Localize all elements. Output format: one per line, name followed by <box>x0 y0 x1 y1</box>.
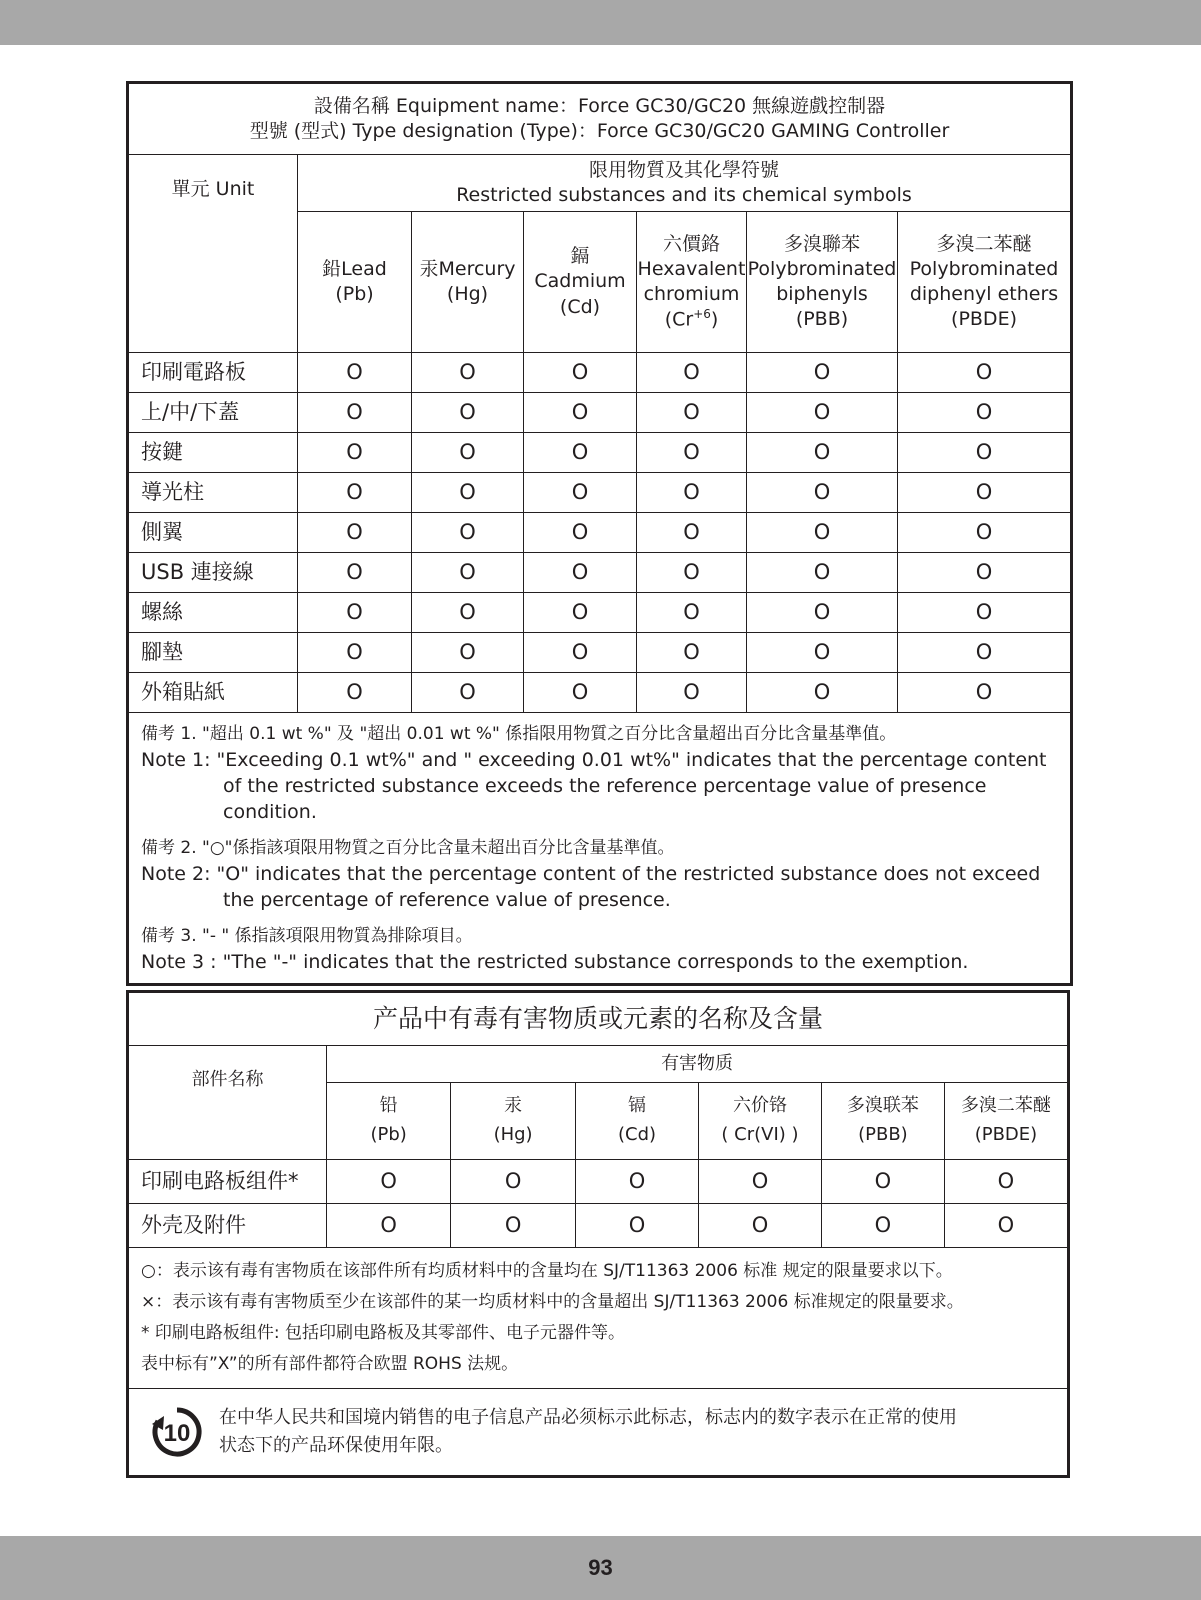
table-row <box>128 473 1072 513</box>
table-row <box>128 393 1072 433</box>
substance-header <box>637 212 747 353</box>
substance-status-cell: O <box>412 433 524 473</box>
substance-status-cell: O <box>298 633 412 673</box>
page-number: 93 <box>588 1555 613 1580</box>
part-name-cell: 導光柱 <box>128 473 298 513</box>
substance-status-cell: O <box>298 433 412 473</box>
substance-header: 铅 (Pb) <box>327 1083 451 1160</box>
substance-status-cell: O <box>298 673 412 713</box>
table-row <box>128 1204 1069 1248</box>
substance-status-cell: O <box>898 473 1072 513</box>
part-name-cell: 外箱貼紙 <box>128 673 298 713</box>
substance-header <box>298 212 412 353</box>
substance-header: 多溴二苯醚 (PBDE) <box>944 1083 1068 1160</box>
table-row <box>128 1160 1069 1204</box>
substance-status-cell: O <box>524 433 637 473</box>
substance-status-cell: O <box>524 553 637 593</box>
substance-status-cell: O <box>898 553 1072 593</box>
part-name-cell: 側翼 <box>128 513 298 553</box>
substance-status-cell: O <box>576 1204 699 1248</box>
note-cross: ×：表示该有毒有害物质至少在该部件的某一均质材料中的含量超出 SJ/T11363 2006 标准规定的限量要求。 <box>141 1292 964 1312</box>
substance-status-cell: O <box>412 393 524 433</box>
substance-status-cell: O <box>898 593 1072 633</box>
substance-status-cell: O <box>451 1160 576 1204</box>
note-2 <box>141 835 1058 913</box>
table-row <box>128 353 1072 393</box>
substance-name: 汞Mercury <box>419 257 516 280</box>
substance-status-cell: O <box>298 513 412 553</box>
rohs-declaration-table-tw <box>126 81 1073 986</box>
hazard-notes <box>128 1248 1069 1389</box>
substance-status-cell: O <box>524 473 637 513</box>
substance-status-cell: O <box>898 673 1072 713</box>
substance-status-cell: O <box>747 593 898 633</box>
part-name-cell: 上/中/下蓋 <box>128 393 298 433</box>
substance-status-cell: O <box>747 553 898 593</box>
substance-symbol: (Hg) <box>446 283 489 305</box>
substance-status-cell: O <box>298 473 412 513</box>
table-row <box>128 593 1072 633</box>
substance-status-cell: O <box>747 473 898 513</box>
substance-header <box>747 212 898 353</box>
substance-name-cn: 鎘 <box>570 245 590 268</box>
substance-status-cell: O <box>298 593 412 633</box>
substance-status-cell: O <box>637 633 747 673</box>
part-name-header: 部件名称 <box>128 1046 327 1160</box>
substance-name-cn: 六價鉻 <box>662 232 720 255</box>
substance-status-cell: O <box>699 1160 822 1204</box>
substance-status-cell: O <box>637 393 747 433</box>
substance-header: 多溴联苯 (PBB) <box>821 1083 944 1160</box>
efup-text: 在中华人民共和国境内销售的电子信息产品必须标示此标志，标志内的数字表示在正常的使用 状态下的产品环保使用年限。 <box>219 1407 957 1456</box>
part-name-cell: 按鍵 <box>128 433 298 473</box>
substance-name-cn: 多溴聯苯 <box>783 232 860 255</box>
type-designation: 型號 (型式) Type designation (Type)：Force GC30/GC20 GAMING Controller <box>249 120 950 142</box>
substance-status-cell: O <box>637 553 747 593</box>
substance-status-cell: O <box>412 593 524 633</box>
substance-status-cell: O <box>298 353 412 393</box>
substance-header <box>898 212 1072 353</box>
substance-status-cell: O <box>944 1204 1068 1248</box>
substance-header: 镉 (Cd) <box>576 1083 699 1160</box>
substance-name: Polybrominated <box>747 257 897 280</box>
substance-symbol: (Pb) <box>335 283 374 305</box>
substance-status-cell: O <box>412 513 524 553</box>
substance-status-cell: O <box>298 393 412 433</box>
note-2-cn: 備考 2. "○"係指該項限用物質之百分比含量未超出百分比含量基準值。 <box>141 838 675 858</box>
substance-status-cell: O <box>898 633 1072 673</box>
note-circle: ○：表示该有毒有害物质在该部件所有均质材料中的含量均在 SJ/T11363 2006 标准 规定的限量要求以下。 <box>141 1261 953 1281</box>
substance-name-2: chromium <box>643 282 740 305</box>
svg-text:10: 10 <box>163 1420 191 1447</box>
part-name-cell: 印刷電路板 <box>128 353 298 393</box>
substance-name-cn: 多溴二苯醚 <box>936 232 1032 255</box>
equipment-title <box>128 83 1072 155</box>
substance-name: Hexavalent <box>637 257 746 280</box>
substance-status-cell: O <box>524 353 637 393</box>
table-row <box>128 513 1072 553</box>
substance-status-cell: O <box>898 353 1072 393</box>
substance-status-cell: O <box>747 673 898 713</box>
substance-status-cell: O <box>524 513 637 553</box>
note-1-cn: 備考 1. "超出 0.1 wt %" 及 "超出 0.01 wt %" 係指限用物質之百分比含量超出百分比含量基準值。 <box>141 724 897 744</box>
substance-status-cell: O <box>576 1160 699 1204</box>
substance-status-cell: O <box>524 593 637 633</box>
substance-name-2: diphenyl ethers <box>909 283 1059 305</box>
part-name-cell: 螺絲 <box>128 593 298 633</box>
restricted-substances-header <box>298 155 1072 212</box>
efup-10-icon <box>149 1404 205 1460</box>
substance-status-cell: O <box>637 473 747 513</box>
substance-status-cell: O <box>747 633 898 673</box>
part-name-cell: 腳墊 <box>128 633 298 673</box>
substance-status-cell: O <box>747 393 898 433</box>
substance-status-cell: O <box>412 553 524 593</box>
substance-header: 汞 (Hg) <box>451 1083 576 1160</box>
substance-status-cell: O <box>412 673 524 713</box>
substance-status-cell: O <box>637 673 747 713</box>
rohs-declaration-table-cn <box>126 990 1070 1478</box>
substance-symbol: $(Cr^{+6})$ <box>664 306 719 331</box>
unit-header: 單元 Unit <box>128 155 298 353</box>
substance-status-cell: O <box>637 593 747 633</box>
substance-status-cell: O <box>898 393 1072 433</box>
substance-name-2: biphenyls <box>776 283 868 305</box>
substance-symbol: (PBB) <box>795 308 849 331</box>
restricted-substances-cn: 限用物質及其化學符號 <box>589 158 780 181</box>
table-row <box>128 433 1072 473</box>
hazard-substances-header: 有害物质 <box>327 1046 1069 1083</box>
bottom-bar <box>0 1536 1201 1600</box>
substance-status-cell: O <box>524 633 637 673</box>
substance-symbol: (PBDE) <box>951 308 1017 331</box>
notes-section <box>128 713 1072 985</box>
part-name-cell: 印刷电路板组件* <box>128 1160 327 1204</box>
substance-status-cell: O <box>327 1160 451 1204</box>
note-pcb: * 印刷电路板组件: 包括印刷电路板及其零部件、电子元器件等。 <box>141 1323 626 1343</box>
note-1 <box>141 721 1058 825</box>
substance-name: Cadmium <box>534 270 626 293</box>
note-2-en: Note 2: "O" indicates that the percentage content of the restricted substance does not exceed the percentage of reference value of presence. <box>141 863 1041 911</box>
substance-header <box>524 212 637 353</box>
substance-status-cell: O <box>524 393 637 433</box>
substance-status-cell: O <box>637 433 747 473</box>
substance-name: 鉛Lead <box>322 257 387 280</box>
substance-status-cell: O <box>944 1160 1068 1204</box>
part-name-cell: 外壳及附件 <box>128 1204 327 1248</box>
note-3-en: Note 3 : "The "-" indicates that the restricted substance corresponds to the exemption. <box>141 951 969 973</box>
top-bar <box>0 0 1201 45</box>
substance-status-cell: O <box>747 433 898 473</box>
substance-header <box>412 212 524 353</box>
substance-status-cell: O <box>821 1204 944 1248</box>
note-1-en: Note 1: "Exceeding 0.1 wt%" and " exceeding 0.01 wt%" indicates that the percentage content of the restricted substance exceeds the reference percentage value of presence condition. <box>141 749 1047 823</box>
equipment-name: 設備名稱 Equipment name：Force GC30/GC20 無線遊戲控制器 <box>313 94 886 117</box>
note-rohs: 表中标有”X”的所有部件都符合欧盟 ROHS 法规。 <box>141 1354 519 1374</box>
table-row <box>128 553 1072 593</box>
substance-status-cell: O <box>412 353 524 393</box>
substance-status-cell: O <box>637 353 747 393</box>
substance-status-cell: O <box>327 1204 451 1248</box>
substance-name: Polybrominated <box>909 257 1059 280</box>
efup-logo-section <box>128 1389 1069 1477</box>
note-3 <box>141 923 1058 975</box>
substance-status-cell: O <box>451 1204 576 1248</box>
substance-status-cell: O <box>747 353 898 393</box>
substance-header: 六价铬 ( Cr(VI) ) <box>699 1083 822 1160</box>
substance-status-cell: O <box>412 633 524 673</box>
substance-status-cell: O <box>524 673 637 713</box>
part-name-cell: USB 連接線 <box>128 553 298 593</box>
substance-symbol: (Cd) <box>559 295 601 318</box>
substance-status-cell: O <box>821 1160 944 1204</box>
substance-status-cell: O <box>637 513 747 553</box>
hazard-table-title: 产品中有毒有害物质或元素的名称及含量 <box>128 992 1069 1046</box>
substance-status-cell: O <box>747 513 898 553</box>
substance-status-cell: O <box>898 433 1072 473</box>
table-row <box>128 633 1072 673</box>
table-row <box>128 673 1072 713</box>
note-3-cn: 備考 3. "- " 係指該項限用物質為排除項目。 <box>141 926 473 946</box>
substance-status-cell: O <box>412 473 524 513</box>
substance-status-cell: O <box>898 513 1072 553</box>
substance-status-cell: O <box>298 553 412 593</box>
substance-status-cell: O <box>699 1204 822 1248</box>
restricted-substances-en: Restricted substances and its chemical symbols <box>456 184 912 206</box>
